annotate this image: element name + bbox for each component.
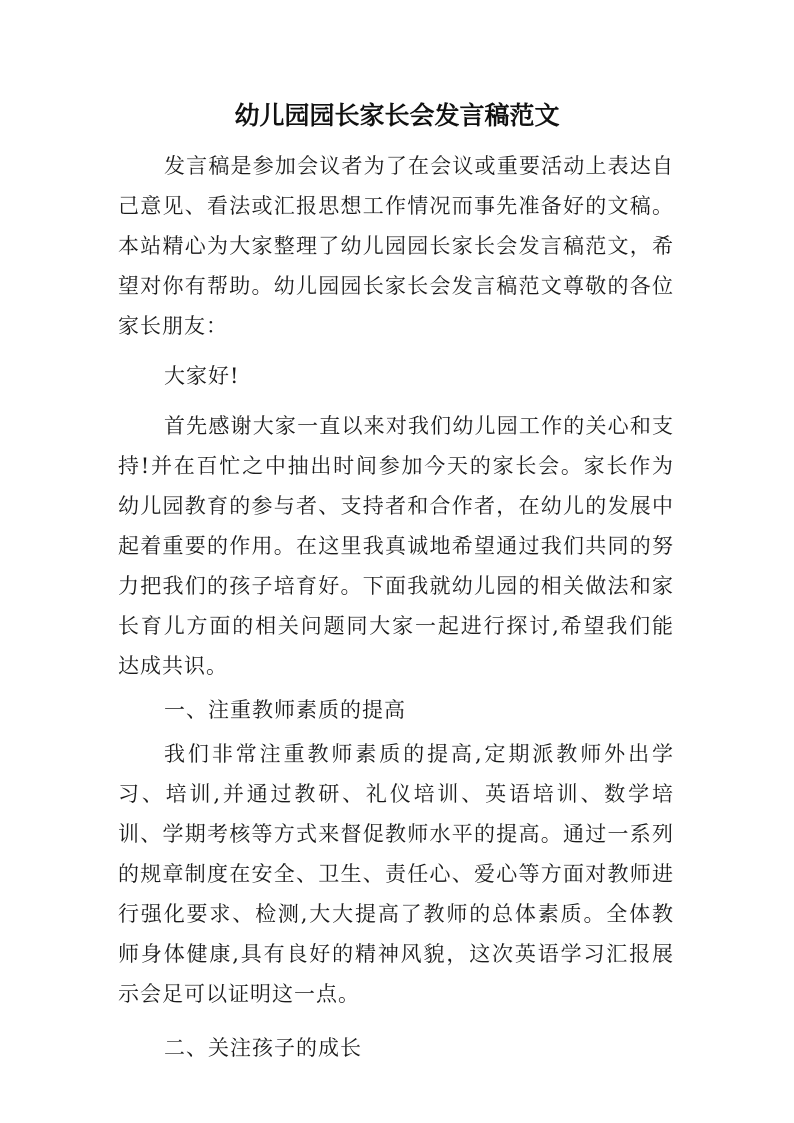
teacher-quality-paragraph: 我们非常注重教师素质的提高,定期派教师外出学习、培训,并通过教研、礼仪培训、英语培训、数学培训、学期考核等方式来督促教师水平的提高。通过一系列的规章制度在安全、卫生、责任心、爱心等方面对教师进行强化要求、检测,大大提高了教师的总体素质。全体教师身体健康,具有良好的精神风貌，这次英语学习汇报展示会足可以证明这一点。	[118, 742, 674, 1006]
document-title: 幼儿园园长家长会发言稿范文	[234, 101, 560, 130]
document-body	[118, 146, 674, 1072]
section-heading-teacher-quality: 一、注重教师素质的提高	[164, 698, 406, 722]
greeting-paragraph: 大家好!	[164, 364, 240, 388]
thanks-paragraph: 首先感谢大家一直以来对我们幼儿园工作的关心和支持!并在百忙之中抽出时间参加今天的家长会。家长作为幼儿园教育的参与者、支持者和合作者，在幼儿的发展中起着重要的作用。在这里我真诚地希望通过我们共同的努力把我们的孩子培育好。下面我就幼儿园的相关做法和家长育儿方面的相关问题同大家一起进行探讨,希望我们能达成共识。	[118, 414, 674, 678]
section-heading-child-growth: 二、关注孩子的成长	[164, 1036, 362, 1060]
intro-paragraph: 发言稿是参加会议者为了在会议或重要活动上表达自己意见、看法或汇报思想工作情况而事先准备好的文稿。本站精心为大家整理了幼儿园园长家长会发言稿范文，希望对你有帮助。幼儿园园长家长会发言稿范文尊敬的各位家长朋友：	[118, 154, 674, 338]
